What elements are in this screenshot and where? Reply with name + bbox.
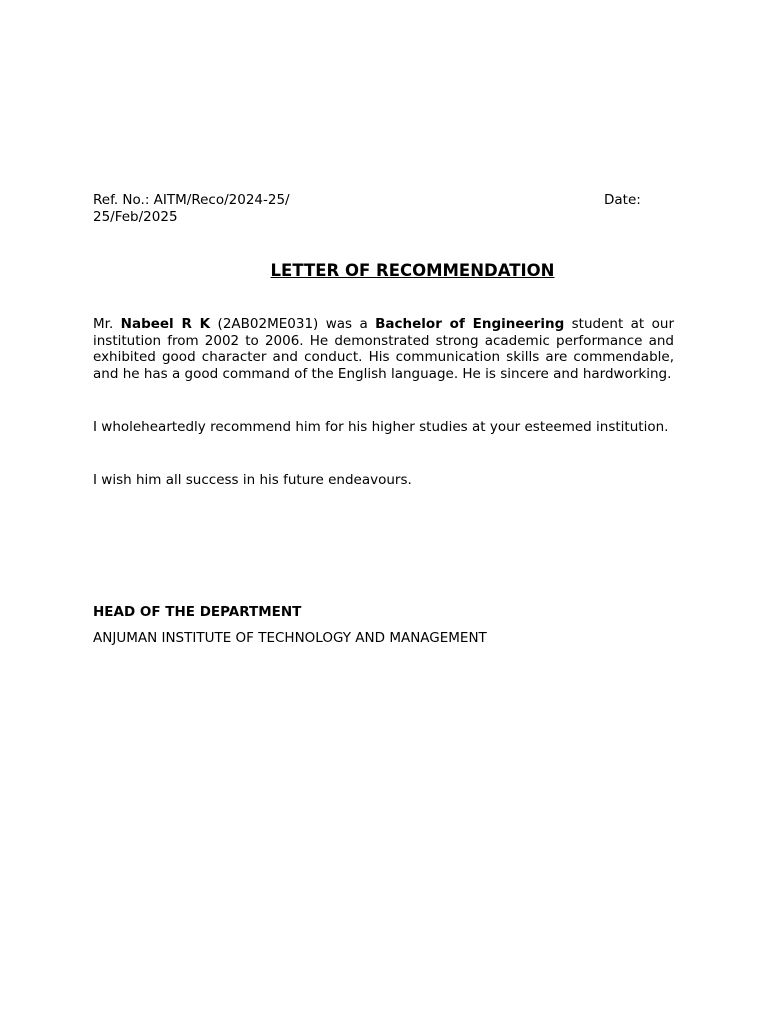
paragraph-recommendation: I wholeheartedly recommend him for his higher studies at your esteemed institution. bbox=[93, 418, 669, 435]
degree-name: Bachelor of Engineering bbox=[375, 315, 565, 332]
intro-rest: student at our institution from 2002 to 2006. He demonstrated strong academic performance and exhibited good character and conduct. His communication skills are commendable, and he has a good command of the English language. He is sincere and hardworking. bbox=[93, 315, 674, 383]
paragraph-wishes: I wish him all success in his future endeavours. bbox=[93, 471, 412, 488]
date-label: Date: bbox=[604, 192, 641, 208]
date-value: 25/Feb/2025 bbox=[93, 209, 178, 225]
salutation: Mr. bbox=[93, 315, 121, 332]
paragraph-intro bbox=[93, 316, 674, 383]
student-id-text: (2AB02ME031) was a bbox=[210, 315, 376, 332]
signatory-title: HEAD OF THE DEPARTMENT bbox=[93, 603, 302, 620]
letter-title: LETTER OF RECOMMENDATION bbox=[270, 260, 555, 280]
letter-page bbox=[93, 192, 674, 647]
reference-number: Ref. No.: AITM/Reco/2024-25/ bbox=[93, 192, 290, 208]
student-name: Nabeel R K bbox=[120, 315, 211, 332]
institution-name: ANJUMAN INSTITUTE OF TECHNOLOGY AND MANAGEMENT bbox=[93, 630, 487, 647]
reference-line bbox=[93, 192, 674, 209]
